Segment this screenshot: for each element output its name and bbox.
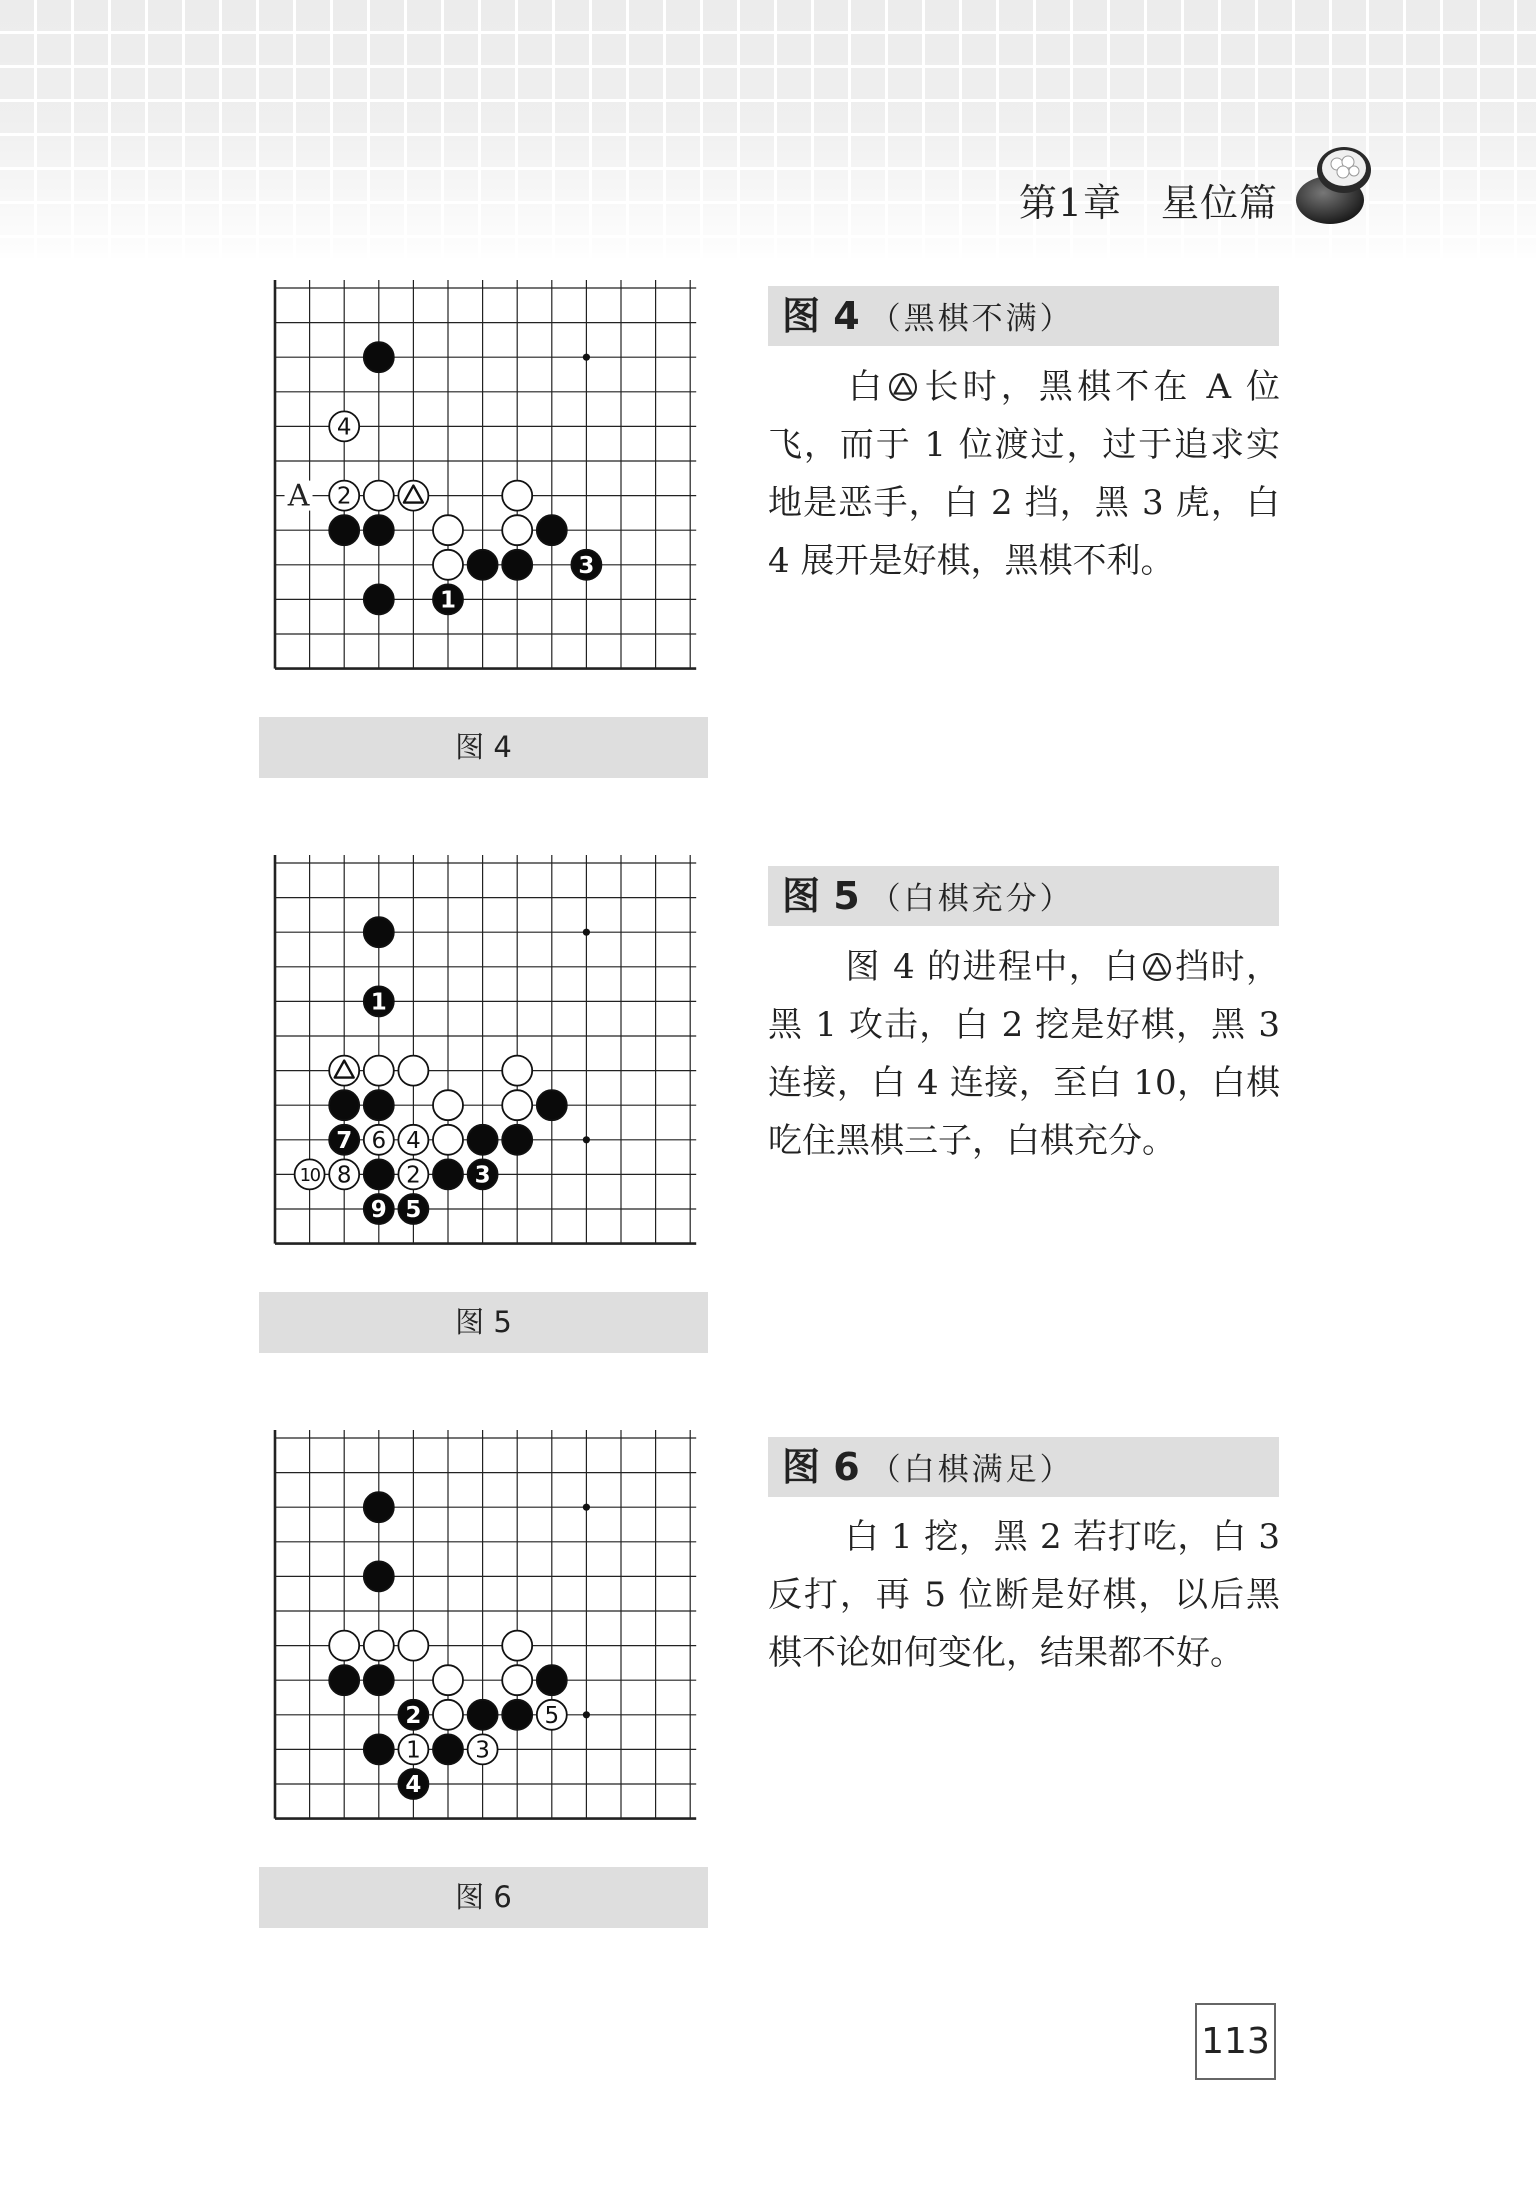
black-stone — [502, 1700, 532, 1730]
black-stone — [468, 1700, 498, 1730]
white-stone — [433, 1125, 463, 1155]
white-stone — [502, 1056, 532, 1086]
stone-move-number: 5 — [405, 1197, 422, 1223]
figure-caption: 图 5 — [259, 1292, 708, 1353]
black-stone — [398, 1194, 428, 1224]
black-stone — [329, 515, 359, 545]
white-stone — [433, 550, 463, 580]
black-stone — [398, 1769, 428, 1799]
stone-move-number: 5 — [544, 1702, 560, 1729]
white-stone — [398, 1159, 428, 1189]
body-text-before: 白 1 挖，黑 2 若打吃，白 3 反打，再 5 位断是好棋，以后黑棋不论如何变化，结果都不好。 — [768, 1517, 1280, 1673]
chapter-title: 第1章 星位篇 — [1018, 181, 1278, 225]
stone-move-number: 3 — [475, 1737, 490, 1764]
stone-move-number: 9 — [370, 1197, 387, 1223]
star-point — [583, 929, 590, 936]
stone-move-number: 10 — [299, 1164, 320, 1186]
stone-move-number: 4 — [336, 414, 352, 441]
white-stone — [468, 1734, 498, 1764]
figure-title-bar — [768, 866, 1279, 926]
white-stone — [398, 1631, 428, 1661]
black-stone — [364, 986, 394, 1016]
black-stone — [364, 1159, 394, 1189]
black-stone — [537, 1090, 567, 1120]
black-stone — [364, 342, 394, 372]
go-board-figure-5 — [262, 855, 722, 1261]
star-point — [583, 1711, 590, 1718]
black-stone — [537, 515, 567, 545]
stone-move-number: 4 — [405, 1772, 422, 1798]
figure-title-bar — [768, 286, 1279, 346]
black-stone — [468, 550, 498, 580]
black-stone — [433, 1734, 463, 1764]
go-board-figure-6 — [262, 1430, 722, 1836]
black-stone — [571, 550, 601, 580]
body-text-before: 图 4 的进程中，白 — [844, 947, 1140, 987]
stone-move-number: 3 — [578, 552, 595, 579]
stone-move-number: 8 — [336, 1162, 352, 1189]
page-number: 113 — [1195, 2003, 1276, 2080]
figure-title-label: 图 6 — [782, 1445, 860, 1489]
black-stone — [329, 1665, 359, 1695]
white-stone — [433, 1090, 463, 1120]
stone-move-number: 1 — [439, 587, 457, 614]
black-stone — [502, 1125, 532, 1155]
body-text-after: 长时，黑棋不在 A 位飞，而于 1 位渡过，过于追求实地是恶手，白 2 挡，黑 3 虎，白 4 展开是好棋，黑棋不利。 — [768, 367, 1281, 581]
black-stone — [329, 1090, 359, 1120]
black-stone — [364, 917, 394, 947]
stone-move-number: 6 — [371, 1127, 387, 1154]
stone-move-number: 1 — [370, 989, 387, 1016]
white-stone — [433, 1665, 463, 1695]
figure-body-text — [768, 938, 1280, 1170]
black-stone — [364, 1665, 394, 1695]
figure-title-label: 图 4 — [782, 294, 860, 338]
star-point — [583, 1136, 590, 1143]
white-stone — [398, 1734, 428, 1764]
black-stone — [468, 1159, 498, 1189]
figure-caption: 图 4 — [259, 717, 708, 778]
black-stone — [364, 1734, 394, 1764]
black-stone — [468, 1125, 498, 1155]
black-stone — [364, 1561, 394, 1591]
figure-section-6 — [0, 1430, 1536, 1950]
white-stone — [502, 515, 532, 545]
black-stone — [364, 1090, 394, 1120]
white-stone — [329, 1631, 359, 1661]
black-stone — [433, 584, 463, 614]
white-stone — [364, 1125, 394, 1155]
black-stone — [502, 550, 532, 580]
stone-move-number: 4 — [406, 1127, 421, 1154]
body-text-before: 白 — [844, 367, 887, 407]
figure-section-4 — [0, 280, 1536, 800]
black-stone — [433, 1159, 463, 1189]
stone-move-number: 2 — [336, 483, 352, 510]
white-stone — [502, 1665, 532, 1695]
white-stone — [329, 1159, 359, 1189]
figure-title-sub: （黑棋不满） — [869, 301, 1074, 337]
white-stone — [329, 1056, 359, 1086]
white-stone — [433, 515, 463, 545]
figure-title-sub: （白棋满足） — [869, 1452, 1074, 1488]
white-stone — [329, 481, 359, 511]
white-stone — [295, 1159, 325, 1189]
stone-move-number: 2 — [405, 1702, 422, 1729]
black-stone — [364, 1492, 394, 1522]
black-stone — [364, 1194, 394, 1224]
white-stone — [398, 1056, 428, 1086]
star-point — [583, 1504, 590, 1511]
go-bowl-icon — [1292, 138, 1374, 228]
triangle-marked-stone-icon — [887, 371, 919, 403]
black-stone — [398, 1700, 428, 1730]
figure-section-5 — [0, 855, 1536, 1375]
figure-body-text — [768, 1508, 1280, 1682]
white-stone — [364, 1631, 394, 1661]
white-stone — [502, 1631, 532, 1661]
stone-move-number: 2 — [406, 1162, 421, 1189]
figure-title-sub: （白棋充分） — [869, 881, 1074, 917]
black-stone — [537, 1665, 567, 1695]
triangle-marked-stone-icon — [1141, 951, 1173, 983]
figure-title-label: 图 5 — [782, 874, 860, 918]
white-stone — [329, 411, 359, 441]
go-board-figure-4 — [262, 280, 722, 686]
point-label-a: A — [287, 478, 310, 514]
black-stone — [364, 584, 394, 614]
white-stone — [364, 481, 394, 511]
stone-move-number: 1 — [406, 1737, 421, 1764]
figure-body-text — [768, 358, 1280, 590]
white-stone — [537, 1700, 567, 1730]
stone-move-number: 3 — [474, 1162, 491, 1189]
body-text-after: 挡时，黑 1 攻击，白 2 挖是好棋，黑 3 连接，白 4 连接，至白 10，白棋吃住黑棋三子，白棋充分。 — [768, 947, 1280, 1161]
star-point — [583, 354, 590, 361]
white-stone — [433, 1700, 463, 1730]
white-stone — [502, 1090, 532, 1120]
stone-move-number: 7 — [336, 1127, 353, 1154]
white-stone — [502, 481, 532, 511]
figure-caption: 图 6 — [259, 1867, 708, 1928]
figure-title-bar — [768, 1437, 1279, 1497]
white-stone — [364, 1056, 394, 1086]
white-stone — [398, 1125, 428, 1155]
black-stone — [364, 515, 394, 545]
page-header — [0, 0, 1536, 258]
black-stone — [329, 1125, 359, 1155]
white-stone — [398, 481, 428, 511]
